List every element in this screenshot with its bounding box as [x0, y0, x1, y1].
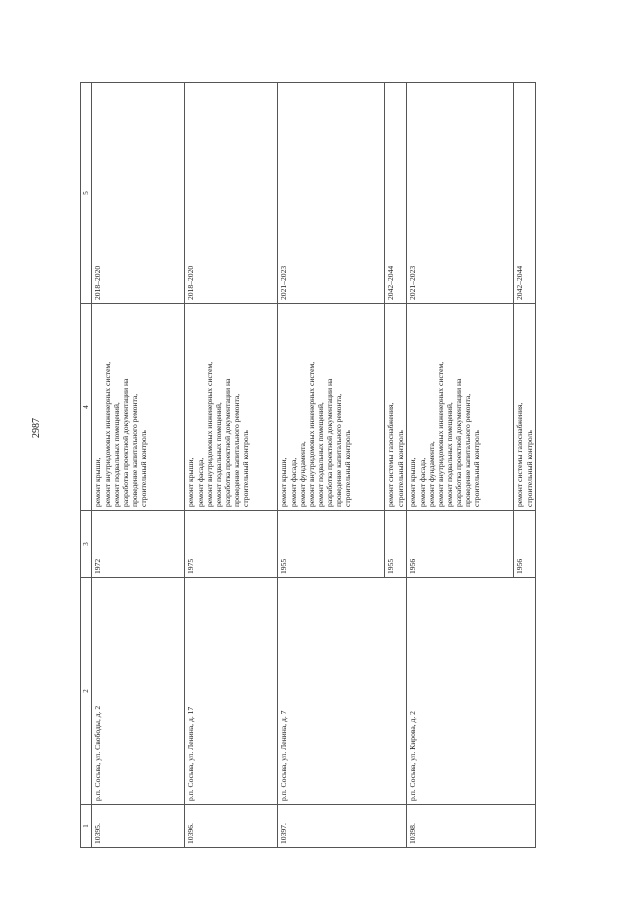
col-header-5: 5 [81, 83, 92, 304]
work-item: ремонт крыши, [93, 457, 103, 507]
col-header-3: 3 [81, 511, 92, 578]
year-cell: 1956 [514, 511, 536, 578]
work-item: ремонт крыши, [279, 457, 289, 507]
year-cell: 1972 [92, 511, 185, 578]
address-cell: р.п. Сосьва, ул. Ленина, д. 17 [185, 578, 278, 805]
address-cell: р.п. Сосьва, ул. Ленина, д. 7 [278, 578, 407, 805]
table-row [92, 83, 185, 848]
work-item: разработка проектной документации на [120, 378, 130, 507]
work-item: строительный контроль [524, 430, 534, 507]
works-cell [385, 304, 407, 511]
work-item: разработка проектной документации на [324, 378, 334, 507]
work-item: строительный контроль [343, 430, 353, 507]
row-number: 10397. [278, 805, 407, 848]
work-item: разработка проектной документации на [453, 378, 463, 507]
period-cell: 2021–2023 [278, 83, 385, 304]
work-item: ремонт фундамента, [426, 441, 436, 507]
address-cell: р.п. Сосьва, ул. Кирова, д. 2 [407, 578, 536, 805]
period-cell: 2042–2044 [514, 83, 536, 304]
work-item: строительный контроль [472, 430, 482, 507]
work-item: ремонт подвальных помещений, [315, 402, 325, 507]
works-cell [185, 304, 278, 511]
address-cell: р.п. Сосьва, ул. Свободы, д. 2 [92, 578, 185, 805]
year-cell: 1955 [278, 511, 385, 578]
year-cell: 1955 [385, 511, 407, 578]
work-item: ремонт крыши, [408, 457, 418, 507]
work-item: ремонт фундамента, [297, 441, 307, 507]
col-header-4: 4 [81, 304, 92, 511]
col-header-1: 1 [81, 805, 92, 848]
page-number: 2987 [31, 418, 42, 438]
works-cell [514, 304, 536, 511]
year-cell: 1975 [185, 511, 278, 578]
work-item: строительный контроль [138, 430, 148, 507]
repair-schedule-table [80, 82, 536, 848]
period-cell: 2042–2044 [385, 83, 407, 304]
work-item: проведение капитального ремонта, [231, 393, 241, 507]
work-item: ремонт внутридомовых инженерных систем, [102, 361, 112, 507]
work-item: строительный контроль [395, 430, 405, 507]
period-cell: 2018–2020 [185, 83, 278, 304]
work-item: ремонт внутридомовых инженерных систем, [435, 361, 445, 507]
work-item: ремонт фасада, [417, 457, 427, 507]
period-cell: 2018–2020 [92, 83, 185, 304]
work-item: ремонт системы газоснабжения, [386, 402, 396, 507]
work-item: ремонт внутридомовых инженерных систем, [306, 361, 316, 507]
work-item: проведение капитального ремонта, [334, 393, 344, 507]
works-cell [92, 304, 185, 511]
period-cell: 2021–2023 [407, 83, 514, 304]
column-number-row [81, 83, 92, 848]
work-item: ремонт подвальных помещений, [213, 402, 223, 507]
work-item: ремонт системы газоснабжения, [515, 402, 525, 507]
works-cell [407, 304, 514, 511]
table-row [278, 83, 385, 848]
work-item: строительный контроль [241, 430, 251, 507]
table-row [407, 83, 514, 848]
rotated-page [80, 82, 534, 848]
works-cell [278, 304, 385, 511]
work-item: проведение капитального ремонта, [129, 393, 139, 507]
work-item: ремонт подвальных помещений, [444, 402, 454, 507]
row-number: 10398. [407, 805, 536, 848]
table-body [92, 83, 536, 848]
col-header-2: 2 [81, 578, 92, 805]
row-number: 10395. [92, 805, 185, 848]
work-item: ремонт крыши, [186, 457, 196, 507]
year-cell: 1956 [407, 511, 514, 578]
row-number: 10396. [185, 805, 278, 848]
work-item: разработка проектной документации на [222, 378, 232, 507]
work-item: ремонт внутридомовых инженерных систем, [204, 361, 214, 507]
table-row [185, 83, 278, 848]
work-item: ремонт фасада, [288, 457, 298, 507]
work-item: ремонт фасада, [195, 457, 205, 507]
work-item: ремонт подвальных помещений, [111, 402, 121, 507]
work-item: проведение капитального ремонта, [463, 393, 473, 507]
